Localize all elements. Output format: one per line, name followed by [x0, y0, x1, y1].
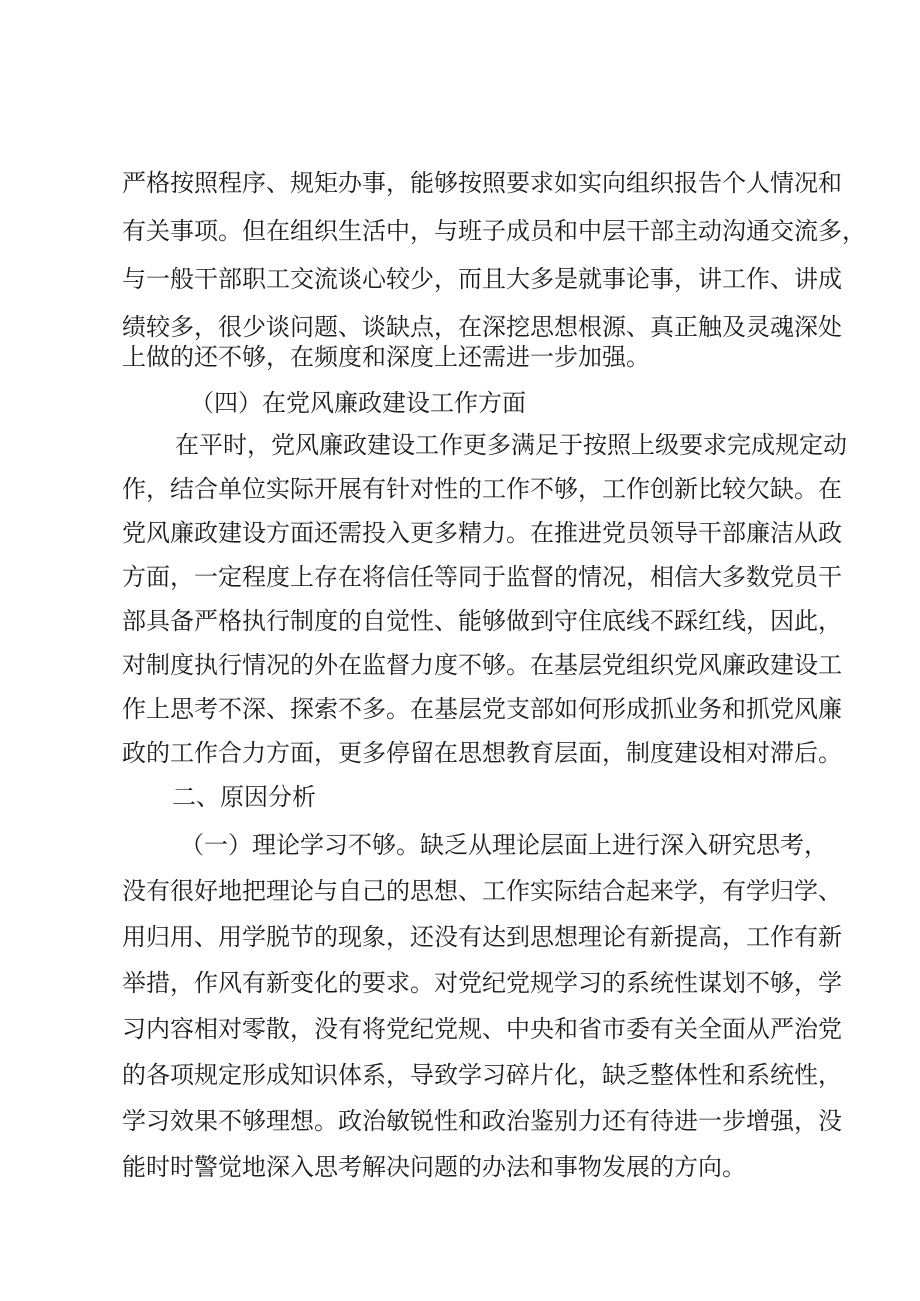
paragraph-line: 的各项规定形成知识体系，导致学习碎片化，缺乏整体性和系统性，	[122, 1061, 842, 1089]
paragraph-line: 上做的还不够，在频度和深度上还需进一步加强。	[122, 343, 650, 371]
paragraph-line: 与一般干部职工交流谈心较少，而且大多是就事论事，讲工作、讲成	[122, 265, 842, 293]
paragraph-line: 在平时，党风廉政建设工作更多满足于按照上级要求完成规定动	[175, 431, 847, 459]
paragraph-line: 党风廉政建设方面还需投入更多精力。在推进党员领导干部廉洁从政	[122, 519, 842, 547]
paragraph-line: 能时时警觉地深入思考解决问题的办法和事物发展的方向。	[122, 1153, 746, 1181]
paragraph-line: 用归用、用学脱节的现象，还没有达到思想理论有新提高，工作有新	[122, 923, 842, 951]
paragraph-line: 没有很好地把理论与自己的思想、工作实际结合起来学，有学归学、	[122, 877, 842, 905]
paragraph-line: 学习效果不够理想。政治敏锐性和政治鉴别力还有待进一步增强，没	[122, 1107, 842, 1135]
paragraph-line: 对制度执行情况的外在监督力度不够。在基层党组织党风廉政建设工	[122, 651, 842, 679]
paragraph-line: 方面，一定程度上存在将信任等同于监督的情况，相信大多数党员干	[122, 563, 842, 591]
section-heading: 二、原因分析	[172, 783, 316, 811]
paragraph-line: 举措，作风有新变化的要求。对党纪党规学习的系统性谋划不够，学	[122, 969, 842, 997]
paragraph-line: 习内容相对零散，没有将党纪党规、中央和省市委有关全面从严治党	[122, 1015, 842, 1043]
paragraph-line: 政的工作合力方面，更多停留在思想教育层面，制度建设相对滞后。	[122, 739, 842, 767]
section-heading: （四）在党风廉政建设工作方面	[190, 389, 526, 417]
paragraph-line: 绩较多，很少谈问题、谈缺点，在深挖思想根源、真正触及灵魂深处	[122, 313, 842, 341]
paragraph-line: 严格按照程序、规矩办事，能够按照要求如实向组织报告个人情况和	[122, 169, 842, 197]
paragraph-line: 有关事项。但在组织生活中，与班子成员和中层干部主动沟通交流多，	[122, 217, 866, 245]
paragraph-line: 作上思考不深、探索不多。在基层党支部如何形成抓业务和抓党风廉	[122, 695, 842, 723]
paragraph-line: 作，结合单位实际开展有针对性的工作不够，工作创新比较欠缺。在	[122, 475, 842, 503]
paragraph-line: （一）理论学习不够。缺乏从理论层面上进行深入研究思考，	[180, 831, 828, 859]
paragraph-line: 部具备严格执行制度的自觉性、能够做到守住底线不踩红线，因此，	[122, 607, 842, 635]
